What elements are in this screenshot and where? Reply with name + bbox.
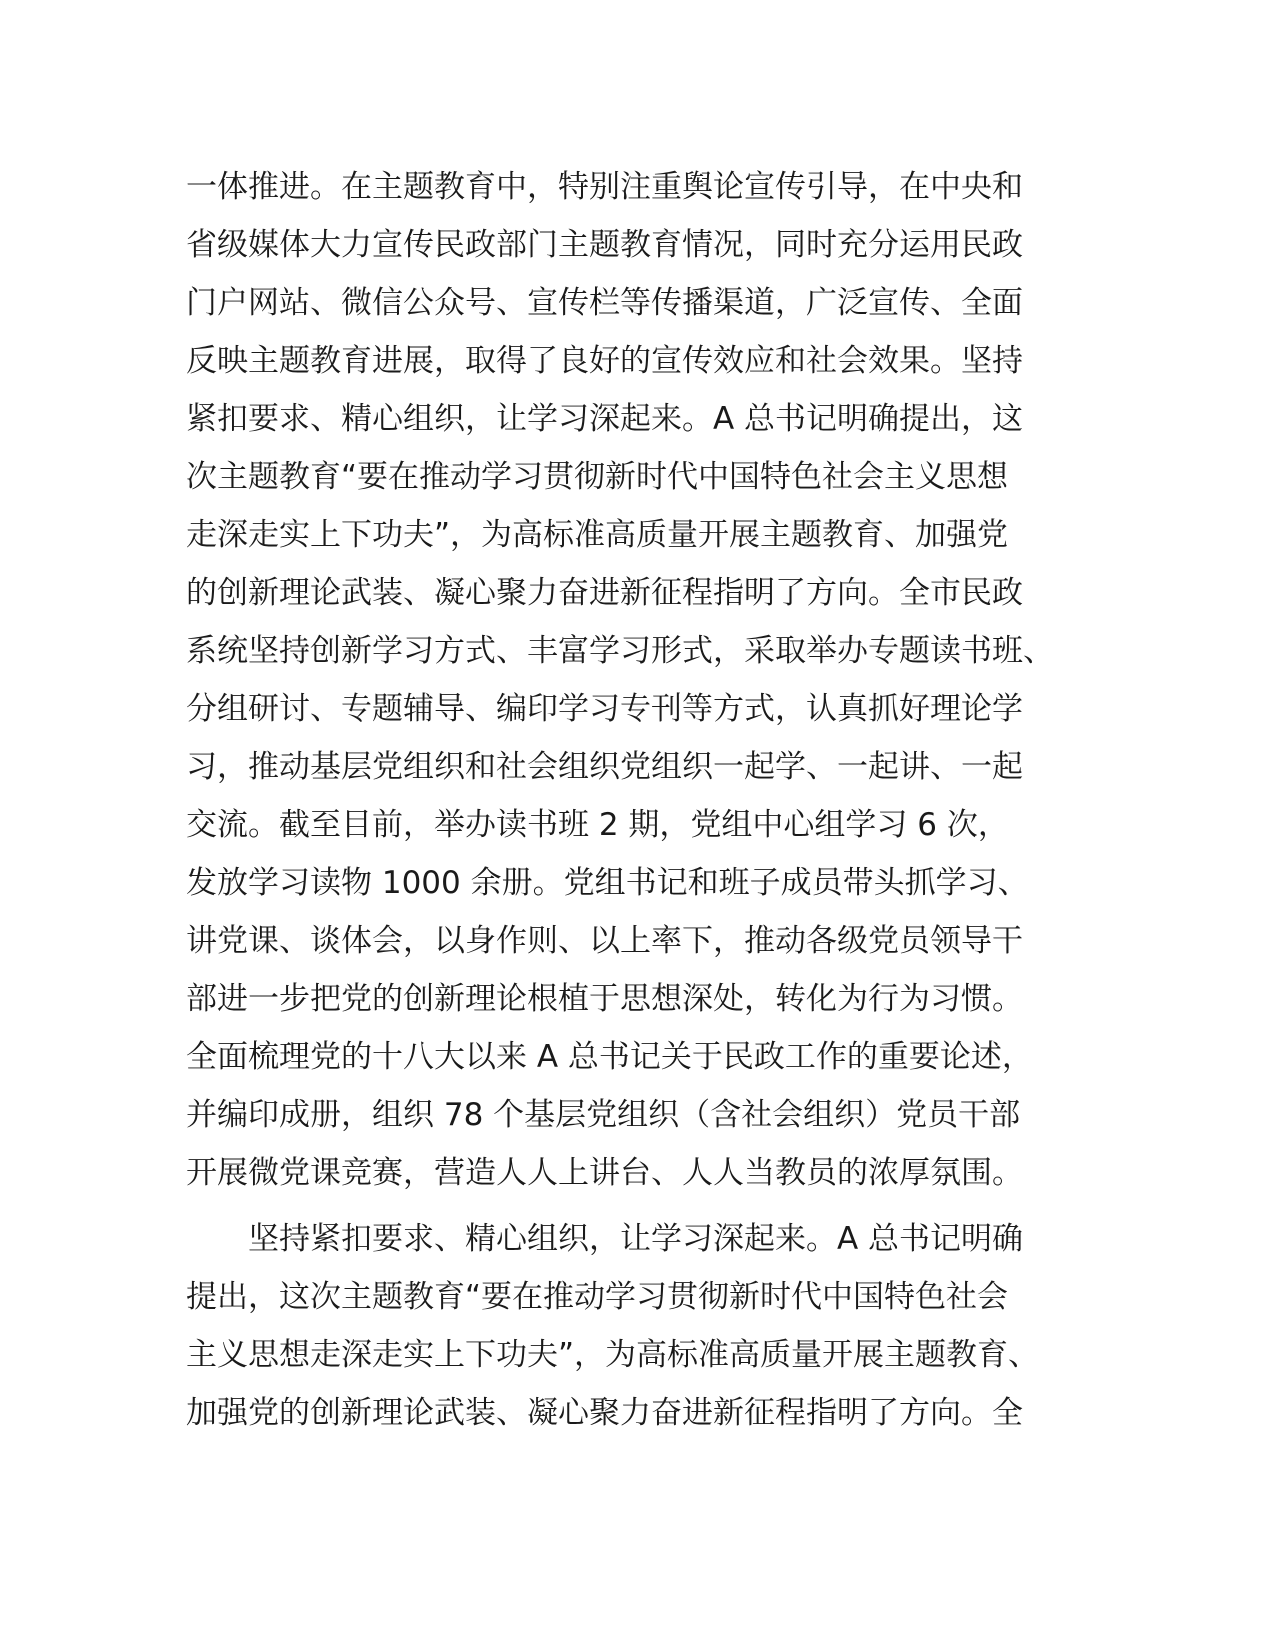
text-line: 分组研讨、专题辅导、编印学习专刊等方式，认真抓好理论学 xyxy=(186,691,1023,727)
text-line: 并编印成册，组织 78 个基层党组织（含社会组织）党员干部 xyxy=(186,1097,1021,1133)
text-line: 主义思想走深走实上下功夫”，为高标准高质量开展主题教育、 xyxy=(186,1337,1040,1373)
text-line: 习，推动基层党组织和社会组织党组织一起学、一起讲、一起 xyxy=(186,749,1023,785)
text-line: 讲党课、谈体会，以身作则、以上率下，推动各级党员领导干 xyxy=(186,923,1023,959)
text-line: 门户网站、微信公众号、宣传栏等传播渠道，广泛宣传、全面 xyxy=(186,285,1023,321)
paragraph-2 xyxy=(186,1210,1116,1442)
text-line: 反映主题教育进展，取得了良好的宣传效应和社会效果。坚持 xyxy=(186,343,1023,379)
text-line: 全面梳理党的十八大以来 A 总书记关于民政工作的重要论述， xyxy=(186,1039,1033,1075)
text-line: 紧扣要求、精心组织，让学习深起来。A 总书记明确提出，这 xyxy=(186,401,1024,437)
text-line: 省级媒体大力宣传民政部门主题教育情况，同时充分运用民政 xyxy=(186,227,1023,263)
text-line: 走深走实上下功夫”，为高标准高质量开展主题教育、加强党 xyxy=(186,517,1009,553)
text-line: 系统坚持创新学习方式、丰富学习形式，采取举办专题读书班、 xyxy=(186,633,1054,669)
text-line: 提出，这次主题教育“要在推动学习贯彻新时代中国特色社会 xyxy=(186,1279,1009,1315)
paragraph-1 xyxy=(186,158,1116,1202)
text-line: 次主题教育“要在推动学习贯彻新时代中国特色社会主义思想 xyxy=(186,459,1009,495)
text-line: 发放学习读物 1000 余册。党组书记和班子成员带头抓学习、 xyxy=(186,865,1029,901)
text-line: 交流。截至目前，举办读书班 2 期，党组中心组学习 6 次， xyxy=(186,807,1009,843)
text-line: 一体推进。在主题教育中，特别注重舆论宣传引导，在中央和 xyxy=(186,169,1023,205)
text-line: 坚持紧扣要求、精心组织，让学习深起来。A 总书记明确 xyxy=(186,1221,1024,1257)
text-line: 的创新理论武装、凝心聚力奋进新征程指明了方向。全市民政 xyxy=(186,575,1023,611)
text-line: 开展微党课竞赛，营造人人上讲台、人人当教员的浓厚氛围。 xyxy=(186,1155,1023,1191)
text-line: 加强党的创新理论武装、凝心聚力奋进新征程指明了方向。全 xyxy=(186,1395,1023,1431)
text-line: 部进一步把党的创新理论根植于思想深处，转化为行为习惯。 xyxy=(186,981,1023,1017)
